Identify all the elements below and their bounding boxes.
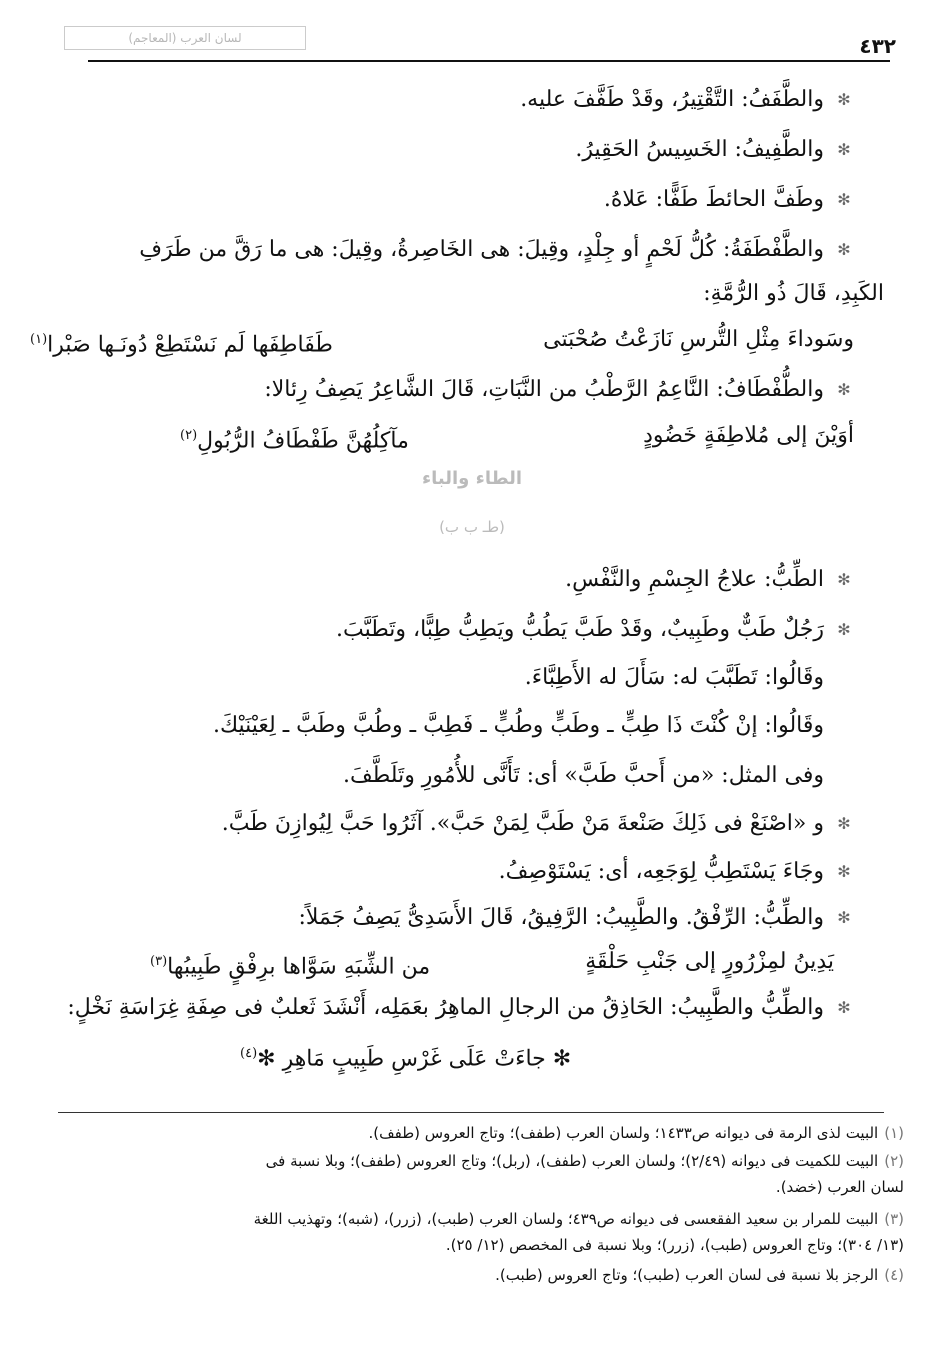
entry-line (40, 80, 851, 120)
entry-text: والطَّفْطَفَةُ: كُلُّ لَحْمٍ أو جِلْدٍ، وقِيلَ: هى الخَاصِرةُ، وقِيلَ: هى ما رَقَّ من طَرَفِ (139, 237, 824, 262)
footnote-ref: (٤) (240, 1046, 258, 1061)
entry-text: الطِّبُّ: علاجُ الجِسْمِ والنَّفْسِ. (565, 567, 824, 592)
entry-line (40, 130, 851, 170)
entry-text: وقَالُوا: إنْ كُنْتَ ذَا طِبٍّ ـ وطَبٍّ وطُبٍّ ـ فَطِبَّ ـ وطُبَّ وطَبَّ ـ لِعَيْنَيْكَ. (212, 713, 824, 738)
verse-second-hemistich: مآكِلُهُنَّ طَفْطَافُ الرُّبُولِ$^{(٢)}$ (180, 428, 409, 454)
entry-line (40, 852, 851, 892)
entry-line (40, 560, 851, 600)
verse-first-hemistich: أوَيْنَ إلى مُلاطِفَةٍ خَضُودٍ (643, 423, 854, 448)
footnote-number: (١) (884, 1124, 904, 1142)
entry-marker-icon: ✻ (837, 998, 851, 1017)
entry-marker-icon: ✻ (837, 240, 851, 259)
entry-marker-icon: ✻ (837, 570, 851, 589)
chapter-subtitle: (طـ ب ب) (439, 518, 505, 536)
entry-marker-icon: ✻ (837, 140, 851, 159)
entry-line (40, 370, 851, 410)
footnote: (٤)الرجز بلا نسبة فى لسان العرب (طبب)؛ وتاج العروس (طبب). (495, 1266, 904, 1284)
entry-line (40, 898, 851, 938)
entry-line (10, 988, 851, 1028)
footnote: (١)البيت لذى الرمة فى ديوانه ص١٤٣٣؛ ولسان العرب (طفف)؛ وتاج العروس (طفف). (368, 1124, 904, 1142)
entry-line (40, 180, 851, 220)
verse-second-hemistich: من الشِّبَهِ سَوَّاها برِفْقٍ طَبِيبُها$^{(٣)}$ (150, 954, 431, 980)
entry-line (40, 658, 824, 698)
entry-line (40, 274, 884, 314)
entry-text: رَجُلٌ طَبٌّ وطَبِيبٌ، وقَدْ طَبَّ يَطُبُّ ويَطِبُّ طِبًّا، وتَطَبَّبَ. (335, 617, 824, 642)
entry-line (40, 804, 851, 844)
entry-text: وجَاءَ يَسْتَطِبُّ لِوَجَعِه، أى: يَسْتَوْصِفُ. (498, 859, 824, 884)
running-title: لسان العرب (المعاجم) (64, 26, 306, 50)
entry-marker-icon: ✻ (837, 862, 851, 881)
footnote-rule (58, 1112, 884, 1113)
entry-marker-icon: ✻ (837, 814, 851, 833)
verse-second-hemistich: طَفَاطِفَها لَم نَسْتَطِعْ دُونَـها صَبْرا$^{(١)}$ (30, 332, 333, 358)
entry-text: والطَّفِيفُ: الخَسِيسُ الحَقِيرُ. (575, 137, 824, 162)
entry-marker-icon: ✻ (837, 380, 851, 399)
entry-line (40, 610, 851, 650)
entry-text: والطُّفْطَافُ: النَّاعِمُ الرَّطْبُ من النَّبَاتِ، قَالَ الشَّاعِرُ يَصِفُ رِئالا: (264, 377, 824, 402)
entry-text: وقَالُوا: تَطَبَّبَ له: سَأَلَ له الأَطِبَّاءَ. (524, 665, 824, 690)
entry-text: والطِّبُّ: الرِّفْقُ. والطَّبِيبُ: الرَّفِيقُ، قَالَ الأَسَدِىُّ يَصِفُ جَمَلاً: (298, 905, 824, 930)
entry-marker-icon: ✻ (837, 190, 851, 209)
verse-first-hemistich: يَدِينُ لمِزْرُورٍ إلى جَنْبِ حَلْقَةٍ (585, 949, 834, 974)
entry-text: والطِّبُّ والطَّبِيبُ: الحَاذِقُ من الرجالِ الماهِرُ بعَمَلِه، أَنْشَدَ ثَعلبٌ فى صِفَةِ غِرَاسَةِ نَخْلٍ: (67, 995, 824, 1020)
page-number: ٤٣٢ (859, 34, 896, 58)
entry-line (40, 756, 824, 796)
entry-text: الكَبِدِ، قَالَ ذُو الرُّمَّةِ: (703, 281, 884, 306)
footnote-continuation: لسان العرب (خضد). (775, 1178, 904, 1196)
entry-text: و «اصْنَعْ فى ذَلِكَ صَنْعةَ مَنْ طَبَّ لِمَنْ حَبَّ». آثَرُوا حَبَّ لِيُوازِنَ طَبَّ. (221, 811, 824, 836)
footnote-continuation: (١٣/ ٣٠٤)؛ وتاج العروس (طبب)، (زرر)؛ وبلا نسبة فى المخصص (١٢/ ٢٥). (445, 1236, 904, 1254)
rajaz-line: ✻ جاءَتْ عَلَى غَرْسِ طَبِيبٍ مَاهِرِ ✻$^{(٤)}$ (240, 1046, 572, 1072)
footnote-ref: (٣) (150, 954, 168, 969)
footnote-ref: (١) (30, 332, 48, 347)
entry-marker-icon: ✻ (837, 620, 851, 639)
entry-text: وفى المثل: «من أَحبَّ طَبَّ» أى: تَأَنَّى للأُمُورِ وتَلَطَّفَ. (342, 763, 824, 788)
footnote-number: (٤) (884, 1266, 904, 1284)
entry-text: وطَفَّ الحائطَ طَفًّا: عَلاهُ. (603, 187, 824, 212)
chapter-title: الطاء والباء (421, 468, 523, 489)
entry-marker-icon: ✻ (837, 90, 851, 109)
footnote-number: (٢) (884, 1152, 904, 1170)
footnote-ref: (٢) (180, 428, 198, 443)
footnote: (٢)البيت للكميت فى ديوانه (٢/٤٩)؛ ولسان العرب (طفف)، (ربل)؛ وتاج العروس (طفف)؛ وبلا نسبة فى (265, 1152, 904, 1170)
header-rule (88, 60, 890, 62)
entry-line (40, 230, 851, 270)
entry-text: والطَّفَفُ: التَّقْتِيرُ، وقَدْ طَفَّفَ عليه. (520, 87, 824, 112)
footnote: (٣)البيت للمرار بن سعيد الفقعسى فى ديوانه ص٤٣٩؛ ولسان العرب (طبب)، (زرر)، (شبه)؛ وتهذيب اللغة (253, 1210, 904, 1228)
page-header (60, 22, 904, 58)
footnote-number: (٣) (884, 1210, 904, 1228)
entry-line (40, 706, 824, 746)
verse-first-hemistich: وسَوداءَ مِثْلِ التُّرسِ نَازَعْتُ صُحْبَتى (543, 327, 854, 352)
entry-marker-icon: ✻ (837, 908, 851, 927)
